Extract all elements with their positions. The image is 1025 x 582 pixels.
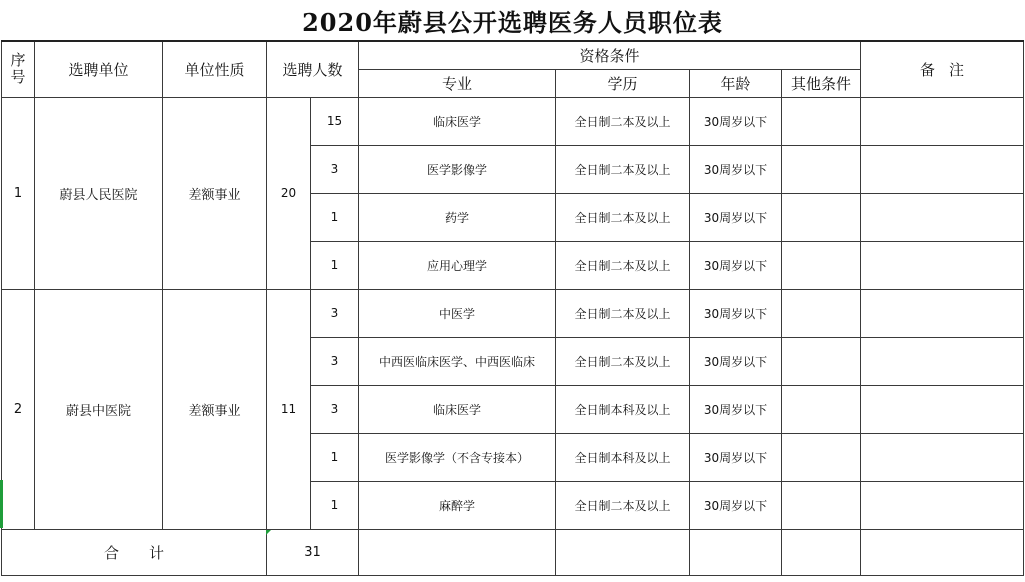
other-cell[interactable]: [782, 385, 861, 433]
group-total-cell[interactable]: 11: [267, 289, 311, 529]
table-row: [2, 97, 1024, 145]
education-cell[interactable]: 全日制二本及以上: [556, 289, 690, 337]
major-cell[interactable]: 中医学: [359, 289, 556, 337]
other-cell[interactable]: [782, 193, 861, 241]
group-total-cell[interactable]: 20: [267, 97, 311, 289]
total-age-cell[interactable]: [690, 529, 782, 575]
total-label-cell[interactable]: 合计: [2, 529, 267, 575]
age-cell[interactable]: 30周岁以下: [690, 481, 782, 529]
major-cell[interactable]: 应用心理学: [359, 241, 556, 289]
unit-cell[interactable]: 蔚县中医院: [35, 289, 163, 529]
header-unit[interactable]: 选聘单位: [35, 41, 163, 97]
education-cell[interactable]: 全日制本科及以上: [556, 433, 690, 481]
other-cell[interactable]: [782, 97, 861, 145]
other-cell[interactable]: [782, 289, 861, 337]
count-cell[interactable]: 1: [311, 481, 359, 529]
count-cell[interactable]: 15: [311, 97, 359, 145]
count-cell[interactable]: 1: [311, 193, 359, 241]
header-major[interactable]: 专业: [359, 69, 556, 97]
other-cell[interactable]: [782, 337, 861, 385]
total-education-cell[interactable]: [556, 529, 690, 575]
age-cell[interactable]: 30周岁以下: [690, 241, 782, 289]
note-cell[interactable]: [861, 145, 1024, 193]
note-cell[interactable]: [861, 481, 1024, 529]
count-cell[interactable]: 3: [311, 145, 359, 193]
header-age[interactable]: 年龄: [690, 69, 782, 97]
total-row: [2, 529, 1024, 575]
header-education[interactable]: 学历: [556, 69, 690, 97]
note-cell[interactable]: [861, 337, 1024, 385]
header-count[interactable]: 选聘人数: [267, 41, 359, 97]
other-cell[interactable]: [782, 481, 861, 529]
header-note[interactable]: 备注: [861, 41, 1024, 97]
table-row: [2, 289, 1024, 337]
nature-cell[interactable]: 差额事业: [163, 289, 267, 529]
note-cell[interactable]: [861, 385, 1024, 433]
positions-table: [1, 40, 1024, 576]
header-seq[interactable]: [2, 41, 35, 97]
total-note-cell[interactable]: [861, 529, 1024, 575]
total-value-cell[interactable]: 31: [267, 529, 359, 575]
note-cell[interactable]: [861, 97, 1024, 145]
other-cell[interactable]: [782, 241, 861, 289]
education-cell[interactable]: 全日制本科及以上: [556, 385, 690, 433]
nature-cell[interactable]: 差额事业: [163, 97, 267, 289]
seq-cell[interactable]: 1: [2, 97, 35, 289]
total-major-cell[interactable]: [359, 529, 556, 575]
major-cell[interactable]: 医学影像学（不含专接本）: [359, 433, 556, 481]
age-cell[interactable]: 30周岁以下: [690, 433, 782, 481]
education-cell[interactable]: 全日制二本及以上: [556, 337, 690, 385]
count-cell[interactable]: 3: [311, 289, 359, 337]
major-cell[interactable]: 麻醉学: [359, 481, 556, 529]
count-cell[interactable]: 3: [311, 385, 359, 433]
unit-cell[interactable]: 蔚县人民医院: [35, 97, 163, 289]
age-cell[interactable]: 30周岁以下: [690, 337, 782, 385]
header-nature[interactable]: 单位性质: [163, 41, 267, 97]
education-cell[interactable]: 全日制二本及以上: [556, 145, 690, 193]
age-cell[interactable]: 30周岁以下: [690, 97, 782, 145]
education-cell[interactable]: 全日制二本及以上: [556, 97, 690, 145]
row-group-marker: [0, 480, 3, 528]
age-cell[interactable]: 30周岁以下: [690, 289, 782, 337]
header-seq-label: 序号: [10, 51, 26, 87]
other-cell[interactable]: [782, 145, 861, 193]
page-title: 2020年蔚县公开选聘医务人员职位表: [302, 7, 723, 37]
major-cell[interactable]: 临床医学: [359, 97, 556, 145]
note-cell[interactable]: [861, 241, 1024, 289]
cell-error-indicator: [266, 530, 271, 535]
education-cell[interactable]: 全日制二本及以上: [556, 481, 690, 529]
count-cell[interactable]: 1: [311, 241, 359, 289]
age-cell[interactable]: 30周岁以下: [690, 145, 782, 193]
major-cell[interactable]: 临床医学: [359, 385, 556, 433]
header-qualification[interactable]: 资格条件: [359, 41, 861, 69]
age-cell[interactable]: 30周岁以下: [690, 385, 782, 433]
age-cell[interactable]: 30周岁以下: [690, 193, 782, 241]
seq-cell[interactable]: 2: [2, 289, 35, 529]
major-cell[interactable]: 中西医临床医学、中西医临床: [359, 337, 556, 385]
note-cell[interactable]: [861, 433, 1024, 481]
major-cell[interactable]: 药学: [359, 193, 556, 241]
total-other-cell[interactable]: [782, 529, 861, 575]
major-cell[interactable]: 医学影像学: [359, 145, 556, 193]
note-cell[interactable]: [861, 193, 1024, 241]
education-cell[interactable]: 全日制二本及以上: [556, 241, 690, 289]
other-cell[interactable]: [782, 433, 861, 481]
education-cell[interactable]: 全日制二本及以上: [556, 193, 690, 241]
header-other[interactable]: 其他条件: [782, 69, 861, 97]
count-cell[interactable]: 1: [311, 433, 359, 481]
note-cell[interactable]: [861, 289, 1024, 337]
count-cell[interactable]: 3: [311, 337, 359, 385]
header-row-1: [2, 41, 1024, 69]
